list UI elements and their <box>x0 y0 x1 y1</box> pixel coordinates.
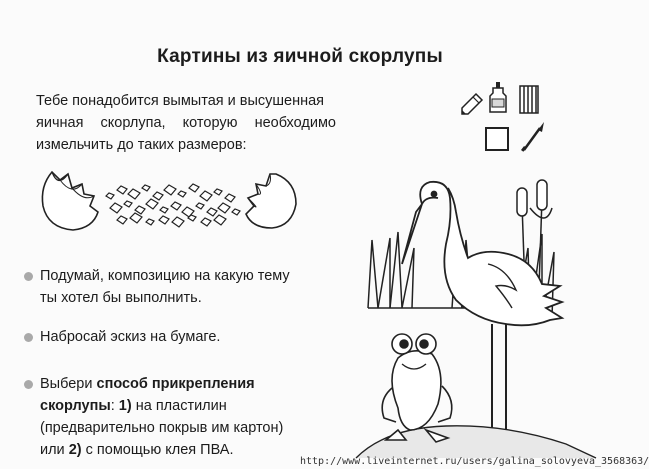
intro-line-1: Тебе понадобится вымытая и высушенная <box>36 93 325 109</box>
shell-fragment <box>218 203 230 213</box>
glue-bottle-icon <box>490 82 506 112</box>
shell-fragment <box>117 216 127 224</box>
cardboard-square-icon <box>486 128 508 150</box>
shell-fragment <box>201 218 211 226</box>
shell-fragment <box>160 207 168 213</box>
bullet-3-line-3: (предварительно покрыв им картон) <box>40 420 284 436</box>
shell-fragment <box>171 202 181 210</box>
text-fragment: Выбери <box>40 376 97 392</box>
emphasis-text: скорлупы <box>40 398 111 414</box>
text-fragment: на пластилин <box>131 398 227 414</box>
bullet-3-line-4 <box>40 439 283 461</box>
bullet-dot <box>24 272 33 281</box>
shell-fragment <box>207 208 217 216</box>
tool-icons <box>458 82 558 162</box>
plasticine-icon <box>520 86 538 113</box>
bullet-1-line-1: Подумай, композицию на какую тему <box>40 268 290 284</box>
intro-line-2: яичная скорлупа, которую необходимо <box>36 115 336 131</box>
shell-fragment <box>128 189 140 199</box>
egg-half-right <box>246 174 296 228</box>
stork-frog-illustration <box>356 168 596 458</box>
shell-fragment <box>110 203 122 213</box>
shell-fragment <box>142 185 150 191</box>
shell-fragment <box>172 217 184 227</box>
shell-fragments <box>106 184 240 227</box>
shell-fragment <box>117 186 127 194</box>
ground <box>356 426 596 458</box>
pencil-icon <box>462 94 482 114</box>
bullet-1-line-2: ты хотел бы выполнить. <box>40 290 202 306</box>
bullet-3-line-1 <box>40 373 283 395</box>
shell-fragment <box>130 213 142 223</box>
shell-fragment <box>164 185 176 195</box>
emphasis-text: способ прикрепления <box>96 376 255 392</box>
shell-fragment <box>106 193 114 199</box>
bullet-item-3 <box>24 373 283 461</box>
emphasis-text: 2) <box>68 442 82 458</box>
shell-fragment <box>214 189 222 195</box>
shell-fragment <box>214 215 226 225</box>
shell-fragment <box>146 199 158 209</box>
text-fragment: или <box>40 442 69 458</box>
shell-fragment <box>200 191 212 201</box>
shell-fragment <box>196 203 204 209</box>
text-fragment: с помощью клея ПВА. <box>81 442 234 458</box>
bullet-item-1 <box>24 265 290 309</box>
shell-fragment <box>159 216 169 224</box>
egg-half-left <box>42 172 98 230</box>
shell-fragment <box>146 219 154 225</box>
intro-paragraph <box>36 90 336 156</box>
bullet-item-2 <box>24 326 220 348</box>
intro-line-3: измельчить до таких размеров: <box>36 137 247 153</box>
eggshell-illustration <box>38 166 300 236</box>
emphasis-text: 1) <box>118 398 132 414</box>
shell-fragment <box>225 194 235 202</box>
bullet-3-line-2 <box>40 395 283 417</box>
bullet-dot <box>24 333 33 342</box>
shell-fragment <box>178 191 186 197</box>
text-fragment: : <box>110 398 119 414</box>
shell-fragment <box>135 206 145 214</box>
shell-fragment <box>153 192 163 200</box>
paintbrush-icon <box>521 122 544 152</box>
page-title: Картины из яичной скорлупы <box>157 46 443 67</box>
shell-fragment <box>124 201 132 207</box>
shell-fragment <box>232 209 240 215</box>
shell-fragment <box>189 184 199 192</box>
bullet-2-line-1: Набросай эскиз на бумаге. <box>40 329 221 345</box>
source-url: http://www.liveinternet.ru/users/galina_solovyeva_3568363/ <box>300 456 649 467</box>
bullet-dot <box>24 380 33 389</box>
